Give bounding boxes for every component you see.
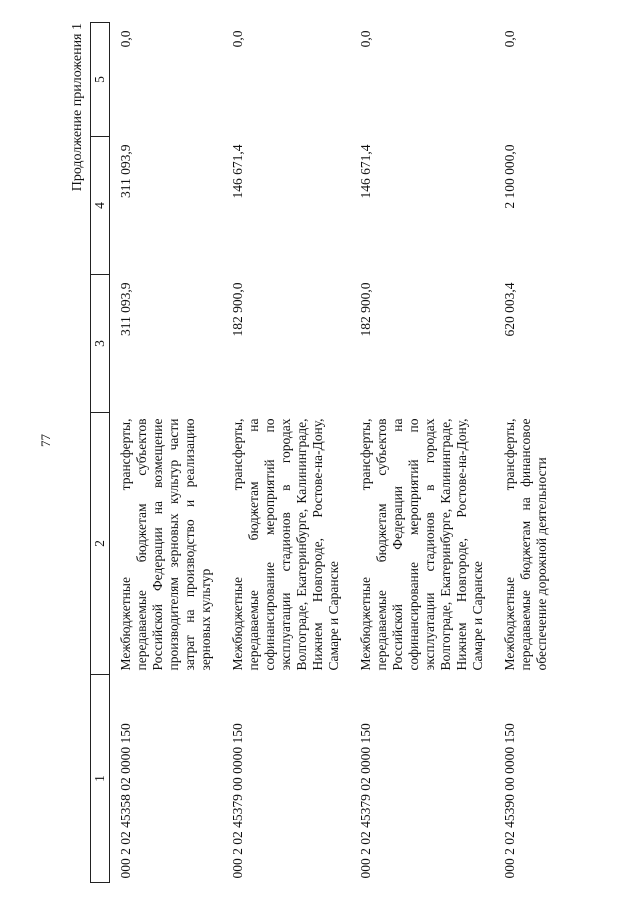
amount-col4: 146 671,4 (230, 144, 245, 199)
amount-col4: 146 671,4 (358, 144, 373, 199)
budget-code: 000 2 02 45379 00 0000 150 (230, 723, 245, 879)
table-row (350, 23, 494, 883)
column-header-2: 2 (91, 413, 110, 675)
row-description: Межбюджетные трансферты, передаваемые бюджетам субъектов Российской Федерации на софинансирование мероприятий по эксплуатации стадионов в городах Волгограде, Екатеринбурге, Калининграде, Нижнем Новгороде, Ростове-на-Дону, Самаре и Саранске (358, 418, 485, 671)
continuation-label: Продолжение приложения 1 (70, 23, 85, 192)
row-description: Межбюджетные трансферты, передаваемые бюджетам на софинансирование мероприятий по эксплуатации стадионов в городах Волгограде, Екатеринбурге, Калининграде, Нижнем Новгороде, Ростове-на-Дону, Самаре и Саранске (230, 418, 341, 671)
amount-col3: 182 900,0 (358, 282, 373, 337)
table-row (110, 23, 223, 883)
budget-table (90, 22, 606, 883)
table-header-row (91, 23, 110, 883)
budget-code: 000 2 02 45358 02 0000 150 (118, 723, 133, 879)
table-row (494, 23, 606, 883)
rotated-page-content (70, 23, 590, 883)
amount-col3: 311 093,9 (118, 282, 133, 336)
budget-code: 000 2 02 45379 02 0000 150 (358, 723, 373, 879)
column-header-3: 3 (91, 275, 110, 413)
amount-col5: 0,0 (118, 30, 133, 48)
row-description: Межбюджетные трансферты, передаваемые бюджетам на финансовое обеспечение дорожной деятельности (502, 418, 549, 671)
amount-col3: 182 900,0 (230, 282, 245, 337)
amount-col3: 620 003,4 (502, 282, 517, 337)
budget-code: 000 2 02 45390 00 0000 150 (502, 723, 517, 879)
amount-col5: 0,0 (502, 30, 517, 48)
column-header-1: 1 (91, 675, 110, 883)
column-header-5: 5 (91, 23, 110, 137)
amount-col4: 311 093,9 (118, 144, 133, 198)
page-number: 77 (38, 434, 53, 447)
amount-col5: 0,0 (230, 30, 245, 48)
table-row (222, 23, 350, 883)
row-description: Межбюджетные трансферты, передаваемые бюджетам субъектов Российской Федерации на возмещение производителям зерновых культур части затрат на производство и реализацию зерновых культур (118, 418, 213, 671)
amount-col5: 0,0 (358, 30, 373, 48)
column-header-4: 4 (91, 137, 110, 275)
amount-col4: 2 100 000,0 (502, 144, 517, 209)
